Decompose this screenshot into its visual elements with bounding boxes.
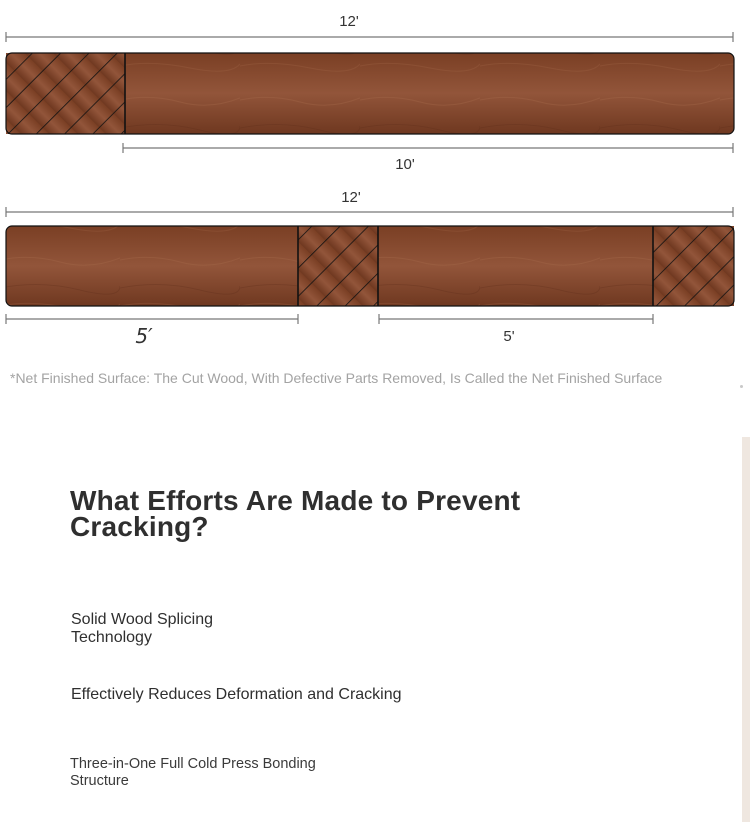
feature-item-1: Solid Wood Splicing Technology [71,611,214,646]
board-2-defect-middle [298,226,378,306]
feature-item-3: Three-in-One Full Cold Press Bonding Structure [70,756,316,789]
net-finished-surface-note: *Net Finished Surface: The Cut Wood, With Defective Parts Removed, Is Called the Net Finished Surface [10,370,663,386]
section-heading: What Efforts Are Made to Prevent Cracking? [70,485,521,542]
board-2 [6,207,734,324]
carousel-dot [740,385,743,388]
board-1-net-length-label: 10' [395,156,415,173]
feature-item-2: Effectively Reduces Deformation and Cracking [71,686,402,703]
wood-cutting-diagram [0,0,750,360]
board-1 [6,32,734,153]
board-1-defect-section [6,53,125,134]
board-2-right-length-label: 5' [503,328,515,345]
board-1-total-length-label: 12' [339,13,359,30]
board-2-defect-right [653,226,734,306]
board-2-total-length-label: 12' [341,189,361,206]
board-2-left-length-label: 5′ [135,324,153,348]
side-panel-edge [742,437,750,822]
